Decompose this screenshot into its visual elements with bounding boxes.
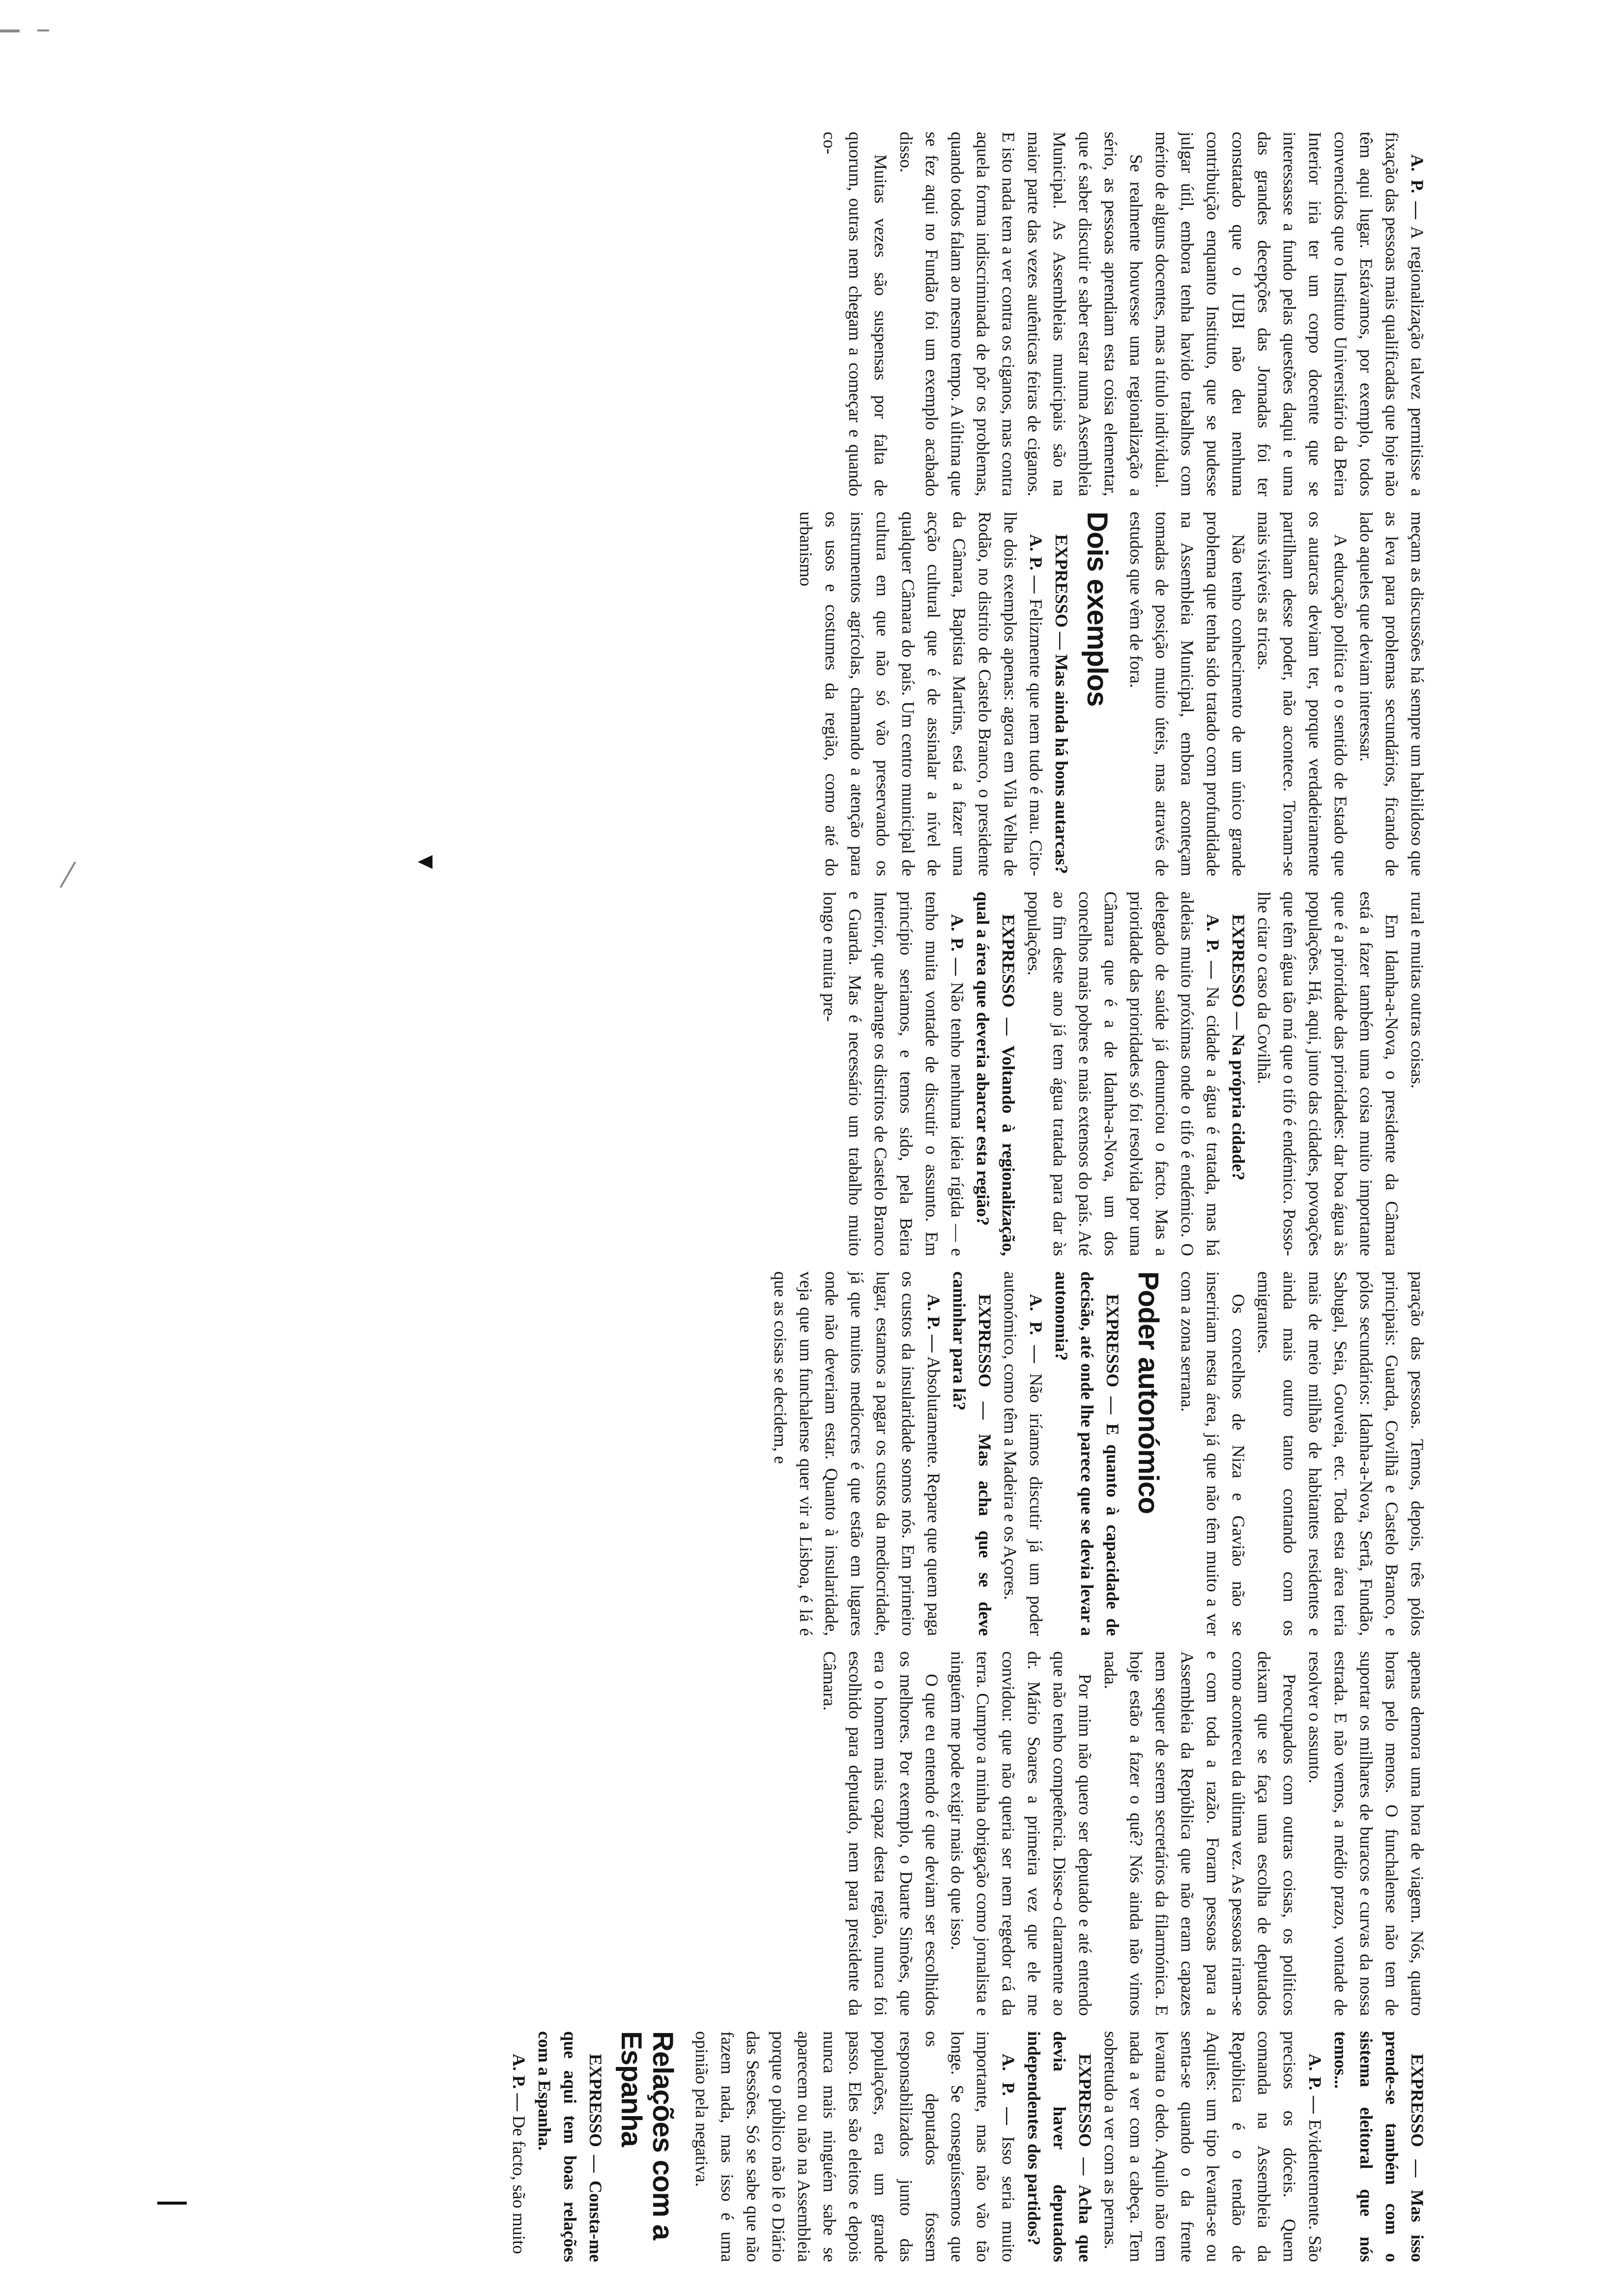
answer-text: Na cidade a água é tratada, mas há aldeias muito próximas onde o tifo é endémico. O delegado de saúde já denunciou o facto. Mas a prioridade das prioridades só foi resolvida por uma Câmara que é a de Idanha-a-Nova, um dos concelhos mais pobres e mais extensos do país. Até ao fim deste ano já tem água tratada para dar às populações.	[1024, 891, 1223, 1256]
speaker-label: A. P. —	[1408, 154, 1427, 219]
paragraph-text: Não tenho conhecimento de um único grande problema que tenha sido tratado com profundidade na Assembleia Municipal, embora aconteçam tomadas de posição muito úteis, mas através de estudos que vêm de fora.	[1126, 512, 1248, 876]
paragraph-text: A regionalização talvez permitisse a fixação das pessoas mais qualificadas que hoje não têm aqui lugar. Estávamos, por exemplo, todos convencidos que o Instituto Universitário da Beira Interior iria ter um corpo docente que se interessasse a fundo pelas questões daqui e uma das grandes decepções das Jornadas foi ter constatado que o IUBI não deu nenhuma contribuição enquanto Instituto, que se pudesse julgar útil, embora tenha havido trabalhos com mérito de alguns docentes, mas a título individual.	[1152, 132, 1427, 496]
question-text: E quanto à capacidade de decisão, até onde lhe parece que se devia levar a autonomia?	[1052, 1271, 1123, 1636]
interview-answer	[689, 2031, 1021, 2262]
answer-text: Não iríamos discutir já um poder autonómico, como têm a Madeira e os Açores.	[1001, 1271, 1046, 1636]
speaker-label: A. P. —	[509, 2054, 529, 2111]
article-column-5	[202, 1651, 1430, 2016]
interview-question	[532, 2031, 608, 2262]
paragraph-text: apenas demora uma hora de viagem. Nós, quatro horas pelo menos. O funchalense não tem de suportar os milhares de buracos e curvas da nossa estrada. E não vemos, a médio prazo, vontade de resolver o assunto.	[1305, 1651, 1427, 2016]
section-subhead: Dois exemplos	[1081, 512, 1113, 707]
paragraph	[817, 1651, 945, 2016]
paragraph-text: A educação política e o sentido de Estado que os autarcas deviam ter, porque verdadeiramente partilham desse poder, não acontece. Tornam-se mais visíveis as tricas.	[1254, 512, 1351, 876]
paragraph-text: Em Idanha-a-Nova, o presidente da Câmara está a fazer também uma coisa muito importante que é a prioridade das prioridades: dar boa água às populações. Há, aqui, junto das cidades, povoações que têm água tão má que o tifo é endémico. Posso-lhe citar o caso da Covilhã.	[1254, 891, 1402, 1256]
paragraph-text: rural e muitas outras coisas.	[1408, 891, 1427, 1089]
answer-text: Absolutamente. Repare que quem paga os custos da insularidade somos nós. Em primeiro lugar, estamos a pagar os custos da mediocridade, já que muitos medíocres é que estão em lugares onde não deveriam estar. Quanto à insularidade, veja que um funchalense quer vir a Lisboa, é lá é que as coisas se decidem, e	[771, 1271, 944, 1636]
article-column-1	[202, 132, 1430, 496]
answer-text: Isso seria muito importante, mas não vão tão longe. Se conseguíssemos que os deputados fossem responsabilizados junto das populações, era um grande passo. Eles são eleitos e depois nunca mais ninguém sabe se aparecem ou não na Assembleia porque o público não lê o Diário das Sessões. Só se sabe que não fazem nada, mas isso é uma opinião pela negativa.	[692, 2031, 1018, 2262]
article-column-2	[202, 512, 1430, 876]
paragraph-text: Preocupados com outras coisas, os políticos deixam que se faça uma escolha de deputados como aconteceu da última vez. As pessoas riram-se e com toda a razão. Foram pessoas para a Assembleia da República que não eram capazes nem sequer de serem secretários da filarmónica. E hoje estão a fazer o quê? Nós ainda não vimos nada.	[1101, 1651, 1299, 2016]
interview-question	[970, 891, 1021, 1256]
paragraph-text: meçam as discussões há sempre um habilidoso que as leva para problemas secundários, ficando de lado aqueles que deviam interessar.	[1356, 512, 1427, 876]
question-text: Mas ainda há bons autarcas?	[1052, 650, 1071, 874]
scan-speck	[37, 29, 49, 31]
speaker-label: EXPRESSO —	[1103, 1294, 1123, 1414]
speaker-label: EXPRESSO —	[1052, 534, 1071, 650]
interview-answer	[817, 891, 970, 1256]
paragraph	[1353, 512, 1430, 876]
question-text: Voltando à regionalização, qual a área que deveria abarcar esta região?	[973, 891, 1018, 1256]
interview-answer	[506, 2031, 532, 2262]
speaker-label: A. P. —	[948, 914, 967, 976]
speaker-label: A. P. —	[924, 1294, 944, 1352]
paragraph	[1302, 1651, 1430, 2016]
interview-question	[1049, 1271, 1125, 1636]
paragraph-text: Por mim não quero ser deputado e até entendo que não tenho competência. Disse-o claramente ao dr. Mário Soares a primeira vez que ele me convidou: que não queria ser nem regedor cá da terra. Cumpro a minha obrigação como jornalista e ninguém me pode exigir mais do que isso.	[948, 1651, 1095, 2016]
paragraph	[1251, 891, 1405, 1256]
speaker-label: A. P. —	[999, 2054, 1018, 2125]
interview-answer	[768, 1271, 947, 1636]
speaker-label: EXPRESSO —	[586, 2054, 605, 2173]
paragraph	[1098, 1651, 1302, 2016]
section-subhead: Poder autonómico	[1132, 1271, 1164, 1514]
interview-question	[947, 1271, 998, 1636]
speaker-label: EXPRESSO —	[1229, 914, 1248, 1030]
end-rule	[157, 2202, 187, 2205]
article-column-4	[202, 1271, 1430, 1636]
paragraph	[817, 132, 893, 496]
answer-text: Evidentemente. São precisos os dóceis. Quem comanda na Assembleia da República é o tendão de Aquiles: um tipo levanta-se ou senta-se quando o da frente levanta o dedo. Aquilo não tem nada a ver com a cabeça. Tem sobretudo a ver com as pernas.	[1101, 2031, 1325, 2262]
paragraph	[1251, 1271, 1430, 1636]
answer-text: Felizmente que nem tudo é mau. Cito-lhe dois exemplos apenas: agora em Vila Velha de Rodão, no distrito de Castelo Branco, o presidente da Câmara, Baptista Martins, está a fazer uma acção cultural que é de assinalar a nível de qualquer Câmara do país. Um centro municipal de cultura em que não só vão preservando os instrumentos agrícolas, chamando a atenção para os usos e costumes da região, como até do urbanismo	[796, 512, 1046, 876]
section-bullet-icon	[418, 855, 432, 869]
interview-question	[1328, 2031, 1430, 2262]
paragraph	[945, 1651, 1098, 2016]
paragraph	[1123, 512, 1251, 876]
question-text: Na própria cidade?	[1229, 1030, 1248, 1181]
article-column-3	[202, 891, 1430, 1256]
speaker-label: EXPRESSO —	[1408, 2054, 1427, 2178]
paragraph-text: Muitas vezes são suspensas por falta de quorum, outras nem chegam a começar e quando co-	[820, 132, 891, 496]
interview-answer	[1098, 2031, 1328, 2262]
paragraph	[1405, 891, 1430, 1256]
article-column-6	[202, 2031, 1430, 2262]
paragraph	[1149, 132, 1430, 496]
question-text: Acha que devia haver deputados independentes dos partidos?	[1024, 2031, 1095, 2262]
answer-text: De facto, são muito	[509, 2111, 529, 2254]
speaker-label: EXPRESSO —	[999, 914, 1018, 1035]
question-text: Mas acha que se deve caminhar para lá?	[950, 1271, 995, 1636]
speaker-label: A. P. —	[1026, 534, 1046, 594]
speaker-label: A. P. —	[1305, 2054, 1325, 2114]
interview-question	[1021, 2031, 1098, 2262]
paragraph	[893, 132, 1149, 496]
interview-answer	[793, 512, 1049, 876]
speaker-label: EXPRESSO —	[1075, 2054, 1095, 2176]
paragraph	[1251, 512, 1353, 876]
scan-speck	[0, 29, 20, 32]
interview-answer	[998, 1271, 1049, 1636]
question-text: Mas isso prende-se também com o sistema eleitoral que nós temos...	[1331, 2031, 1427, 2262]
interview-question	[1049, 512, 1074, 876]
answer-text: Não tenho nenhuma ideia rígida — e tenho muita vontade de discutir o assunto. Em princípio seriamos, e temos sido, pela Beira Interior, que abrange os distritos de Castelo Branco e Guarda. Mas é necessário um trabalho muito longo e muita pre-	[820, 891, 967, 1256]
speaker-label: A. P. —	[1203, 914, 1223, 979]
scan-speck	[59, 861, 76, 888]
paragraph-text: Os concelhos de Niza e Gavião não se inseririam nesta área, já que não têm muito a ver com a zona serrana.	[1178, 1271, 1248, 1636]
speaker-label: A. P. —	[1026, 1294, 1046, 1363]
interview-answer	[1021, 891, 1226, 1256]
paragraph	[1175, 1271, 1251, 1636]
paragraph-text: paração das pessoas. Temos, depois, três pólos principais: Guarda, Covilhã e Castelo Branco, e pólos secundários: Idanha-a-Nova, Sertã, Fundão, Sabugal, Seia, Gouveia, etc. Toda esta área teria mais de meio milhão de habitantes residentes e ainda mais outro tanto contando com os emigrantes.	[1254, 1271, 1427, 1636]
paragraph-text: O que eu entendo é que deviam ser escolhidos os melhores. Por exemplo, o Duarte Simões, que era o homem mais capaz desta região, nunca foi escolhido para deputado, nem para presidente da Câmara.	[820, 1651, 942, 2016]
question-text: Consta-me que aqui tem boas relações com a Espanha.	[535, 2031, 605, 2262]
paragraph-text: Se realmente houvesse uma regionalização a sério, as pessoas aprendiam esta coisa elementar, que é saber discutir e saber estar numa Assembleia Municipal. As Assembleias municipais são na maior parte das vezes autênticas feiras de ciganos. E isto nada tem a ver contra os ciganos, mas contra aquela forma indiscriminada de pôr os problemas, quando todos falam ao mesmo tempo. A última que se fez aqui no Fundão foi um exemplo acabado disso.	[896, 132, 1146, 496]
section-subhead: Relações com a Espanha	[615, 2031, 679, 2240]
speaker-label: EXPRESSO —	[975, 1294, 995, 1420]
interview-question	[1226, 891, 1251, 1256]
